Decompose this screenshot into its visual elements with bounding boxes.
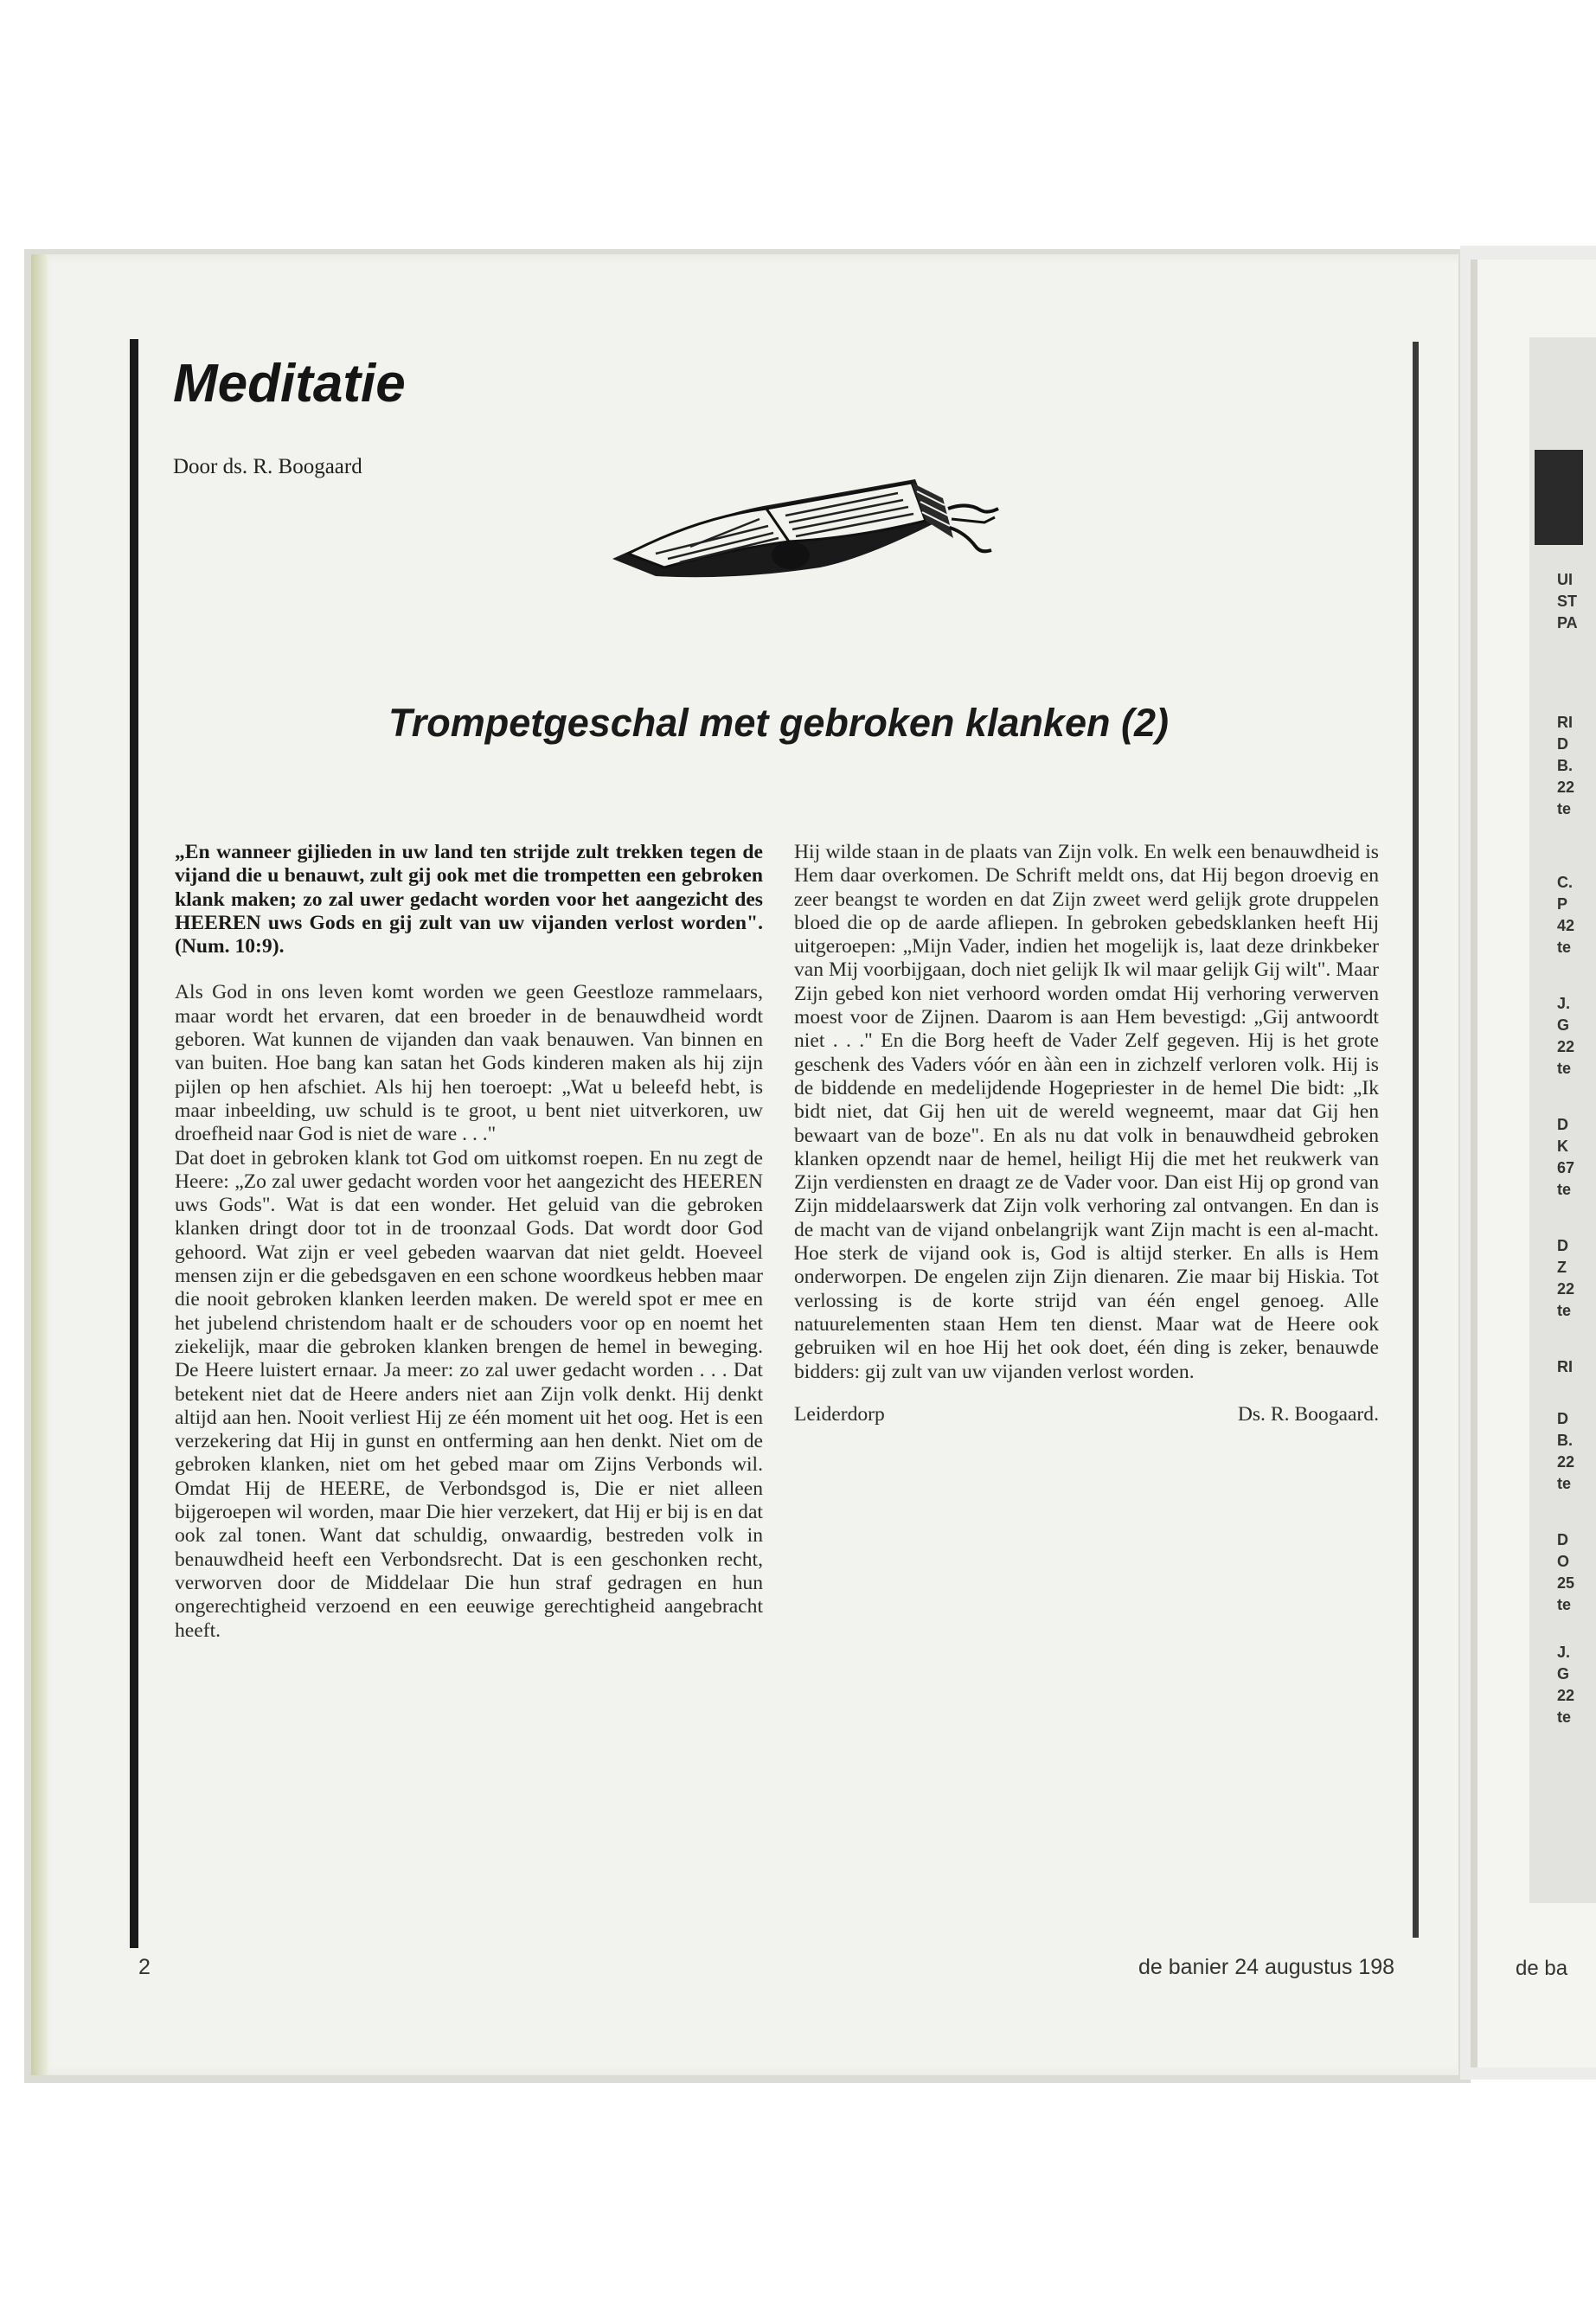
next-page-fragment: D bbox=[1557, 1410, 1568, 1427]
next-page-fragment: 67 bbox=[1557, 1159, 1575, 1176]
next-page-fragment: Z bbox=[1557, 1259, 1567, 1276]
open-bible-icon bbox=[604, 464, 1003, 583]
article-subtitle: Trompetgeschal met gebroken klanken (2) bbox=[388, 701, 1169, 745]
next-page-fragment: J. bbox=[1557, 995, 1571, 1012]
page-title: Meditatie bbox=[173, 354, 406, 413]
next-page-fragment: te bbox=[1557, 1708, 1572, 1726]
article-column-left bbox=[175, 841, 763, 1643]
next-page-fragment: O bbox=[1557, 1553, 1570, 1570]
right-rule bbox=[1413, 342, 1419, 1938]
next-page-fragment: P bbox=[1557, 895, 1568, 913]
next-page-fragment: RI bbox=[1557, 714, 1573, 731]
paragraph: Als God in ons leven komt worden we geen Geestloze rammelaars, maar wordt het ervaren, dat een broeder in de benauwdheid wordt geboren. Wat kunnen de vijanden dan vaak benauwen. Van binnen en van buiten. Hoe bang kan satan het Gods kinderen maken als hij zijn pijlen op hen afschiet. Als hij hen toeroept: „Wat u beleefd hebt, is maar inbeelding, uw schuld is te groot, u bent niet uitverkoren, uw droefheid naar God is niet de ware . . ." bbox=[175, 981, 763, 1146]
next-page-fragment: PA bbox=[1557, 614, 1578, 631]
next-page-fragment: 22 bbox=[1557, 1687, 1575, 1704]
next-page-fragment: D bbox=[1557, 1531, 1568, 1548]
next-page-fragment: D bbox=[1557, 1237, 1568, 1254]
next-page-fragment: te bbox=[1557, 800, 1572, 817]
next-page-fragment: 22 bbox=[1557, 1280, 1575, 1298]
page-binding-edge bbox=[31, 254, 48, 2075]
paragraph: Dat doet in gebroken klank tot God om uitkomst roepen. En nu zegt de Heere: „Zo zal uwer gedacht worden voor het aangezicht des HEEREN uws Gods". Wat is dat een wonder. Het geluid van die gebroken klanken dringt door tot in de troonzaal Gods. Dat wordt door God gehoord. Wat zijn er veel gebeden waarvan dat niet geldt. Hoeveel mensen zijn er die gebedsgaven en een schone woordkeus hebben maar die nooit gebroken klanken leerden maken. De wereld spot er mee en het jubelend christendom haalt er de schouders voor op en noemt het ziekelijk, maar die gebroken klanken brengen de hemel in beweging. De Heere luistert ernaar. Ja meer: zo zal uwer gedacht worden . . . Dat betekent niet dat de Heere anders niet aan Zijn volk denkt. Hij denkt altijd aan hen. Nooit verliest Hij ze één moment uit het oog. Het is een verzekering dat Hij in gunst en ontferming aan hen denkt. Niet om de gebroken klanken, niet om het gebed maar om Zijns Verbonds wil. Omdat Hij de HEERE, de Verbondsgod is, Die er niet alleen bijgeroepen wil worden, maar Die hier verzekert, dat Hij er bij is en dat ook zal tonen. Want dat schuldig, onwaardig, bestreden volk in benauwdheid heeft een Verbondsrecht. Dat is een geschonken recht, verworven door de Middelaar Die hun straf gedragen en hun ongerechtigheid verzoend en een eeuwige gerechtigheid aangebracht heeft. bbox=[175, 1146, 763, 1642]
next-page-fragment: K bbox=[1557, 1138, 1568, 1155]
next-page-initial bbox=[1535, 450, 1583, 545]
next-page-fragment: 42 bbox=[1557, 917, 1575, 934]
signature: Ds. R. Boogaard. bbox=[1237, 1402, 1379, 1426]
next-page-fragment: B. bbox=[1557, 1432, 1573, 1449]
next-page-fragment: G bbox=[1557, 1016, 1570, 1034]
page-number: 2 bbox=[138, 1955, 151, 1979]
publication-footer: de banier 24 augustus 198 bbox=[1138, 1955, 1395, 1979]
next-page-fragment: J. bbox=[1557, 1644, 1571, 1661]
next-page-fragment: te bbox=[1557, 1302, 1572, 1319]
next-page-fragment: D bbox=[1557, 735, 1568, 753]
article-column-right bbox=[794, 841, 1379, 1426]
next-page-fragment: D bbox=[1557, 1116, 1568, 1133]
next-page-fragment: te bbox=[1557, 939, 1572, 956]
next-page-fragment: B. bbox=[1557, 757, 1573, 774]
paragraph: Hij wilde staan in de plaats van Zijn volk. En welk een benauwdheid is Hem daar overkomen. De Schrift meldt ons, dat Hij begon droevig en zeer beangst te worden en dat Zijn zweet werd gelijk grote druppelen bloed die op de aarde afliepen. In gebroken gebedsklanken heeft Hij uitgeroepen: „Mijn Vader, indien het mogelijk is, laat deze drinkbeker van Mij voorbijgaan, doch niet gelijk Ik wil maar gelijk Gij wilt". Maar Zijn gebed kon niet verhoord worden omdat Hij verhoring verwerven moest voor de Zijnen. Daarom is aan Hem bevestigd: „Gij antwoordt niet . . ." En die Borg heeft de Vader Zelf gegeven. Hij is het grote geschenk des Vaders vóór en ààn een in zichzelf verloren volk. Hij is de biddende en medelijdende Hogepriester in de hemel Die bidt: „Ik bidt niet, dat Gij hen uit de wereld wegneemt, maar dat Gij hen bewaart van de boze". En als nu dat volk in benauwdheid gebroken klanken opzendt naar de hemel, heiligt Hij die met het reukwerk van Zijn verdiensten en draagt ze de Vader voor. Dan eist Hij op grond van Zijn middelaarswerk dat Zijn volk verhoring zal ontvangen. En dan is de macht van de vijand onbelangrijk want Zijn macht is een al-macht. Hoe sterk de vijand ook is, God is altijd sterker. En alls is Hem onderworpen. De engelen zijn Zijn dienaren. Zie maar bij Hiskia. Tot verlossing is de korte strijd van één engel genoeg. Alle natuurelementen staan Hem ten dienst. Maar wat de Heere ook gebruiken wil en hoe Hij het ook doet, één ding is zeker, benauwde bidders: gij zult van uw vijanden verlost worden. bbox=[794, 841, 1379, 1383]
next-page-fragment: te bbox=[1557, 1475, 1572, 1492]
next-page-fragment: ST bbox=[1557, 593, 1578, 610]
next-page-fragment: UI bbox=[1557, 571, 1573, 588]
next-page-fragment: RI bbox=[1557, 1358, 1573, 1375]
left-rule bbox=[130, 339, 138, 1948]
byline: Door ds. R. Boogaard bbox=[173, 455, 362, 478]
signature-line bbox=[794, 1403, 1379, 1426]
next-page-fragment: 22 bbox=[1557, 1453, 1575, 1471]
next-page-fragment: C. bbox=[1557, 874, 1573, 891]
next-page-fragment: G bbox=[1557, 1665, 1570, 1682]
place: Leiderdorp bbox=[794, 1402, 885, 1426]
next-page-fragment: te bbox=[1557, 1596, 1572, 1613]
next-page-fragment: te bbox=[1557, 1060, 1572, 1077]
next-page-fragment: 22 bbox=[1557, 1038, 1575, 1055]
next-page-fragment: 22 bbox=[1557, 779, 1575, 796]
next-page-fragment: te bbox=[1557, 1181, 1572, 1198]
next-page-footer: de ba bbox=[1516, 1957, 1568, 1980]
next-page-fragment: 25 bbox=[1557, 1574, 1575, 1592]
scripture-quote: „En wanneer gijlieden in uw land ten strijde zult trekken tegen de vijand die u benauwt, zult gij ook met die trompetten een gebroken klank maken; zo zal uwer gedacht worden voor het aangezicht des HEEREN uws Gods en gij zult van uw vijanden verlost worden". (Num. 10:9). bbox=[175, 841, 763, 958]
